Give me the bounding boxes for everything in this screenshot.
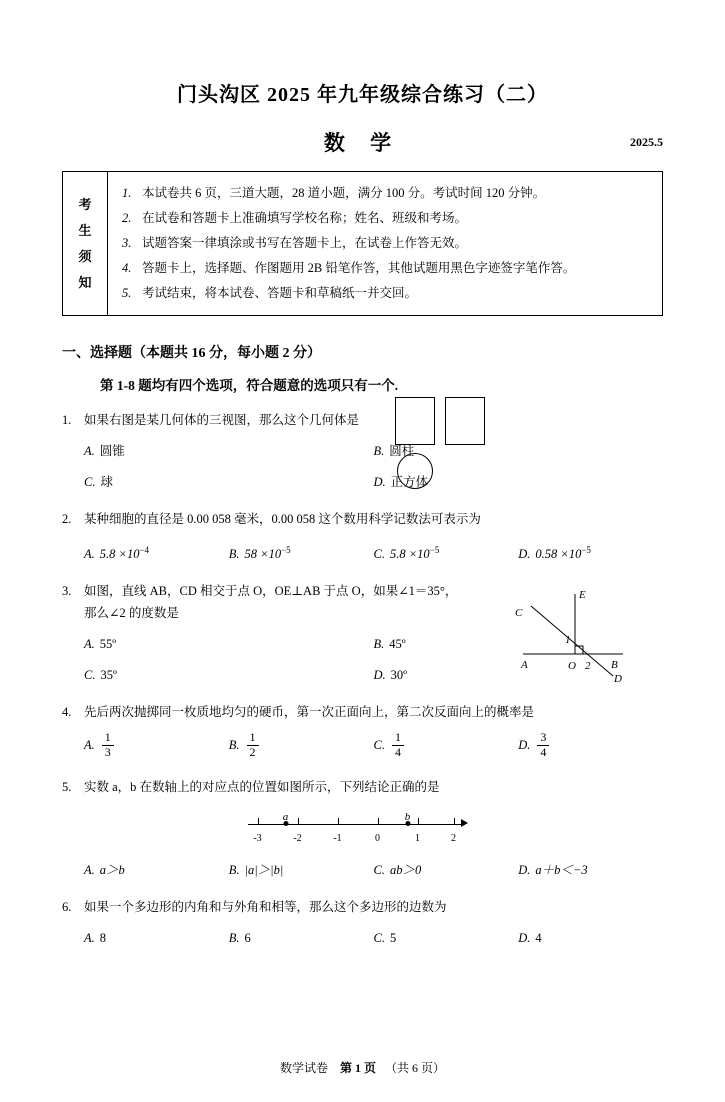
- intersecting-lines-figure-icon: [513, 584, 643, 684]
- subject-title: 数 学: [323, 131, 402, 155]
- tick-label: 2: [451, 832, 456, 844]
- option-text: ab＞0: [389, 862, 422, 877]
- fraction: [102, 731, 114, 760]
- question-options: [84, 539, 663, 565]
- option-label: B.: [228, 738, 240, 753]
- question-6: [62, 896, 663, 949]
- notice-label-char: 须: [78, 248, 92, 264]
- option-label: C.: [373, 547, 385, 562]
- question-text: 如果一个多边形的内角和与外角和相等，那么这个多边形的边数为: [84, 899, 447, 914]
- question-stem: [62, 776, 663, 798]
- option-text: 5.8 ×10: [99, 547, 140, 562]
- question-options: [84, 859, 663, 881]
- option-text: 58 ×10: [244, 547, 282, 562]
- option-label: A.: [84, 637, 95, 652]
- question-5: [62, 776, 663, 881]
- option-text: 正方体: [390, 475, 429, 489]
- option-text: a＞b: [99, 862, 125, 877]
- notice-label-char: 知: [78, 274, 92, 290]
- list-item: [122, 231, 652, 256]
- tick-label: -1: [333, 832, 342, 844]
- fraction-numerator: 1: [249, 730, 256, 745]
- figure-label-a: A: [521, 659, 528, 672]
- fraction-numerator: 1: [104, 730, 111, 745]
- option-label: C.: [84, 668, 96, 683]
- question-text: 某种细胞的直径是 0.00 058 毫米，0.00 058 这个数用科学记数法可表示为: [84, 512, 481, 526]
- option-a[interactable]: [84, 440, 374, 462]
- point-label-b: b: [404, 810, 411, 823]
- fraction-denominator: 3: [102, 745, 114, 760]
- notice-list: [108, 172, 662, 315]
- option-exponent: −5: [281, 545, 291, 555]
- notice-label: [63, 172, 108, 315]
- option-label: B.: [228, 930, 240, 945]
- question-number: 4.: [62, 705, 72, 720]
- option-label: C.: [373, 738, 385, 753]
- option-text: 5: [389, 930, 397, 945]
- notice-item-text: 试题答案一律填涂或书写在答题卡上，在试卷上作答无效。: [142, 236, 468, 250]
- question-options: [84, 732, 663, 761]
- list-item: [122, 206, 652, 231]
- option-exponent: −4: [139, 545, 150, 555]
- option-label: D.: [518, 738, 531, 753]
- question-4: [62, 701, 663, 761]
- notice-item-number: 2.: [122, 211, 132, 225]
- tick-label: 1: [415, 832, 420, 844]
- option-label: D.: [373, 475, 386, 489]
- option-c[interactable]: [374, 859, 519, 881]
- fraction: [247, 731, 259, 760]
- option-d[interactable]: [518, 859, 663, 881]
- option-text: 55º: [99, 637, 117, 652]
- option-text: 4: [535, 930, 542, 945]
- tick-label: -3: [253, 832, 262, 844]
- footer-page-number: 第 1 页: [339, 1061, 376, 1075]
- option-a[interactable]: [84, 539, 229, 565]
- option-c[interactable]: [374, 539, 519, 565]
- question-number: 1.: [62, 413, 72, 427]
- notice-item-text: 考试结束，将本试卷、答题卡和草稿纸一并交回。: [142, 286, 418, 300]
- notice-label-char: 考: [78, 196, 92, 212]
- option-text: 圆柱: [389, 444, 415, 458]
- option-label: B.: [373, 637, 385, 652]
- option-a[interactable]: [84, 633, 374, 655]
- option-label: B.: [228, 862, 240, 877]
- section-heading: 一、选择题（本题共 16 分，每小题 2 分）: [62, 346, 321, 361]
- option-text: 圆锥: [99, 444, 125, 458]
- notice-box: [62, 171, 663, 316]
- notice-item-number: 3.: [122, 236, 132, 250]
- option-text: 0.58 ×10: [535, 547, 582, 562]
- option-label: A.: [84, 930, 95, 945]
- figure-label-d: D: [614, 673, 622, 686]
- footer-total-pages: （共 6 页）: [385, 1061, 446, 1075]
- page-footer: [0, 1059, 725, 1076]
- option-label: C.: [84, 475, 96, 489]
- option-c[interactable]: [84, 664, 374, 686]
- fraction-numerator: 1: [394, 730, 401, 745]
- fraction-denominator: 4: [392, 745, 404, 760]
- footer-subject: 数学试卷: [279, 1061, 328, 1075]
- option-b[interactable]: [229, 732, 374, 761]
- fraction-numerator: 3: [540, 730, 547, 745]
- figure-label-b: B: [611, 659, 618, 672]
- option-label: A.: [84, 547, 95, 562]
- question-number: 6.: [62, 899, 72, 914]
- list-item: [122, 256, 652, 281]
- section-subheading: 第 1-8 题均有四个选项，符合题意的选项只有一个.: [100, 378, 399, 393]
- tick-label: 0: [375, 832, 380, 844]
- option-a[interactable]: [84, 927, 229, 949]
- option-b[interactable]: [229, 539, 374, 565]
- question-text: 如果右图是某几何体的三视图，那么这个几何体是: [84, 413, 360, 427]
- list-item: [122, 181, 652, 206]
- question-number: 5.: [62, 779, 72, 794]
- option-b[interactable]: [229, 927, 374, 949]
- exam-date: 2025.5: [630, 135, 663, 149]
- option-c[interactable]: [84, 471, 374, 493]
- option-exponent: −5: [581, 545, 591, 555]
- notice-item-number: 4.: [122, 261, 132, 275]
- question-number: 3.: [62, 584, 72, 599]
- tick-label: -2: [293, 832, 302, 844]
- option-label: B.: [373, 444, 385, 458]
- point-label-a: a: [282, 810, 289, 823]
- fraction: [392, 731, 404, 760]
- option-d[interactable]: [518, 539, 663, 565]
- question-stem: [62, 896, 663, 918]
- option-label: A.: [84, 738, 95, 753]
- notice-item-text: 在试卷和答题卡上准确填写学校名称；姓名、班级和考场。: [142, 211, 468, 225]
- figure-label-angle2: 2: [585, 660, 591, 673]
- figure-label-o: O: [568, 660, 576, 673]
- option-text: a＋b＜−3: [535, 862, 588, 877]
- option-text: 球: [100, 475, 113, 489]
- list-item: [122, 281, 652, 306]
- option-c[interactable]: [374, 927, 519, 949]
- question-stem: [62, 409, 663, 431]
- option-label: A.: [84, 862, 95, 877]
- option-label: D.: [373, 668, 386, 683]
- notice-item-text: 本试卷共 6 页，三道大题，28 道小题，满分 100 分。考试时间 120 分钟。: [142, 186, 546, 200]
- fraction-denominator: 4: [537, 745, 549, 760]
- notice-label-char: 生: [78, 222, 92, 238]
- question-3: [62, 580, 663, 686]
- option-label: D.: [518, 547, 531, 562]
- subject-row: [0, 127, 725, 155]
- question-options: [84, 440, 663, 462]
- option-label: C.: [373, 862, 385, 877]
- option-a[interactable]: [84, 732, 229, 761]
- question-text: 实数 a，b 在数轴上的对应点的位置如图所示，下列结论正确的是: [84, 779, 440, 794]
- option-label: D.: [518, 930, 531, 945]
- option-text: 6: [244, 930, 251, 945]
- option-text: 35º: [100, 668, 117, 683]
- question-stem: [62, 508, 663, 530]
- number-line-figure: [248, 808, 478, 850]
- question-number: 2.: [62, 512, 72, 526]
- question-text: 如图，直线 AB，CD 相交于点 O，OE⊥AB 于点 O，如果∠1＝35°，: [84, 584, 458, 599]
- question-options: [84, 471, 663, 493]
- fraction: [537, 731, 549, 760]
- question-2: [62, 508, 663, 565]
- figure-label-c: C: [515, 607, 523, 620]
- notice-item-number: 5.: [122, 286, 132, 300]
- three-view-figure-icon: [395, 397, 515, 487]
- option-label: B.: [228, 547, 240, 562]
- figure-label-e: E: [579, 589, 586, 602]
- question-options: [84, 927, 663, 949]
- option-label: D.: [518, 862, 531, 877]
- notice-item-number: 1.: [122, 186, 132, 200]
- question-text: 先后两次抛掷同一枚质地均匀的硬币，第一次正面向上，第二次反面向上的概率是: [84, 705, 535, 720]
- notice-item-text: 答题卡上，选择题、作图题用 2B 铅笔作答，其他试题用黑色字迹签字笔作答。: [142, 261, 576, 275]
- option-label: C.: [373, 930, 385, 945]
- option-text: 45º: [389, 637, 406, 652]
- option-text: 5.8 ×10: [389, 547, 430, 562]
- option-text: |a|＞|b|: [244, 862, 284, 877]
- option-b[interactable]: [229, 859, 374, 881]
- question-stem: [62, 701, 663, 723]
- exam-page: [0, 78, 725, 1102]
- option-c[interactable]: [374, 732, 519, 761]
- question-1: [62, 409, 663, 493]
- page-title: 门头沟区 2025 年九年级综合练习（二）: [177, 84, 548, 106]
- option-text: 8: [99, 930, 107, 945]
- question-stem-line2: 那么∠2 的度数是: [84, 606, 179, 621]
- option-a[interactable]: [84, 859, 229, 881]
- option-d[interactable]: [518, 732, 663, 761]
- option-text: 30º: [390, 668, 408, 683]
- option-exponent: −5: [429, 545, 440, 555]
- option-label: A.: [84, 444, 95, 458]
- figure-label-angle1: 1: [565, 634, 571, 647]
- fraction-denominator: 2: [247, 745, 259, 760]
- option-d[interactable]: [518, 927, 663, 949]
